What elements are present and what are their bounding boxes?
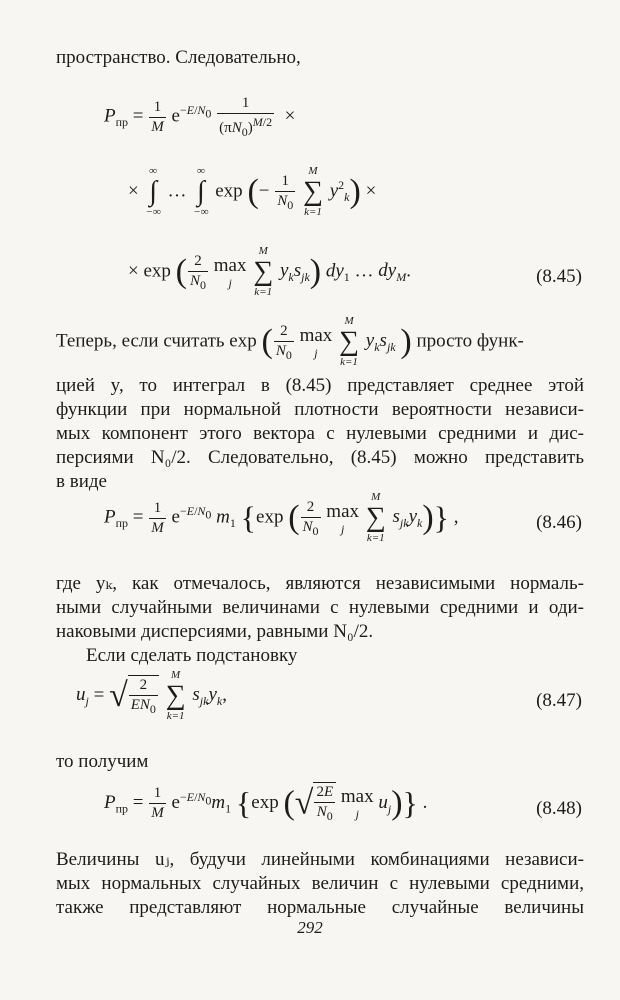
text-line: в виде: [56, 471, 107, 492]
equation-number: (8.47): [536, 690, 582, 711]
text-segment: Теперь, если считать exp: [56, 330, 257, 352]
equation-8-45-line1: $P_{пр}$ = $\frac{1}{M}$ $e^{-E/N_0}$ $\frac{1}{(\pi N_0)^{M/2}}$ ×: [104, 95, 296, 139]
equation-number: (8.48): [536, 798, 582, 819]
text-line: функции при нормальной плотности вероятности независи-: [56, 399, 584, 420]
equation-number: (8.45): [536, 266, 582, 287]
equation-8-46: $P_{пр}$ = $\frac{1}{M}$ $e^{-E/N_0}$ $m_1$ {exp ( $\frac{2}{N_0}$ max j M ∑ k=1 $s_{jk}y_k$)} ,: [104, 491, 459, 544]
equation-8-45-line3: × exp ( $\frac{2}{N_0}$ max j M ∑ k=1 $y_ks_{jk}$) $dy_1$ … $dy_M$.: [128, 245, 411, 298]
equation-8-47: $u_j$ = √ $\frac{2}{EN_0}$ M ∑ k=1 $s_{jk}y_k$,: [76, 669, 227, 722]
text-line: также представляют нормальные случайные величины: [56, 897, 584, 918]
page-number: 292: [297, 918, 323, 937]
text-line: персиями N₀/2. Следовательно, (8.45) можно представить: [56, 447, 584, 468]
text-line: Величины uⱼ, будучи линейными комбинациями независи-: [56, 849, 584, 870]
text-line-inline-formula: Теперь, если считать exp ( $\frac{2}{N_0}$ max j M ∑ k=1 $y_ks_{jk}$ ) просто функ-: [56, 315, 524, 368]
text-line: пространство. Следовательно,: [56, 47, 301, 68]
text-line: Если сделать подстановку: [86, 645, 298, 666]
text-line: цией y, то интеграл в (8.45) представляет среднее этой: [56, 375, 584, 396]
text-line: мых компонент этого вектора с нулевыми средними и дис-: [56, 423, 584, 444]
text-line: где yₖ, как отмечалось, являются независимыми нормаль-: [56, 573, 584, 594]
text-line: наковыми дисперсиями, равными N₀/2.: [56, 621, 374, 642]
text-line: то получим: [56, 751, 149, 772]
equation-8-48: $P_{пр}$ = $\frac{1}{M}$ $e^{-E/N_0}m_1$ {exp (√ $\frac{2E}{N_0}$ max j $u_j$)} .: [104, 784, 428, 823]
text-segment: просто функ-: [416, 330, 524, 352]
text-line: мых нормальных случайных величин с нулевыми средними,: [56, 873, 584, 894]
text-line: ными случайными величинами с нулевыми средними и оди-: [56, 597, 584, 618]
equation-number: (8.46): [536, 512, 582, 533]
equation-8-45-line2: × ∞ ∫ −∞ … ∞ ∫ −∞ exp (− $\frac{1}{N_0}$ M ∑ k=1 $y^2_k$) ×: [128, 165, 377, 218]
